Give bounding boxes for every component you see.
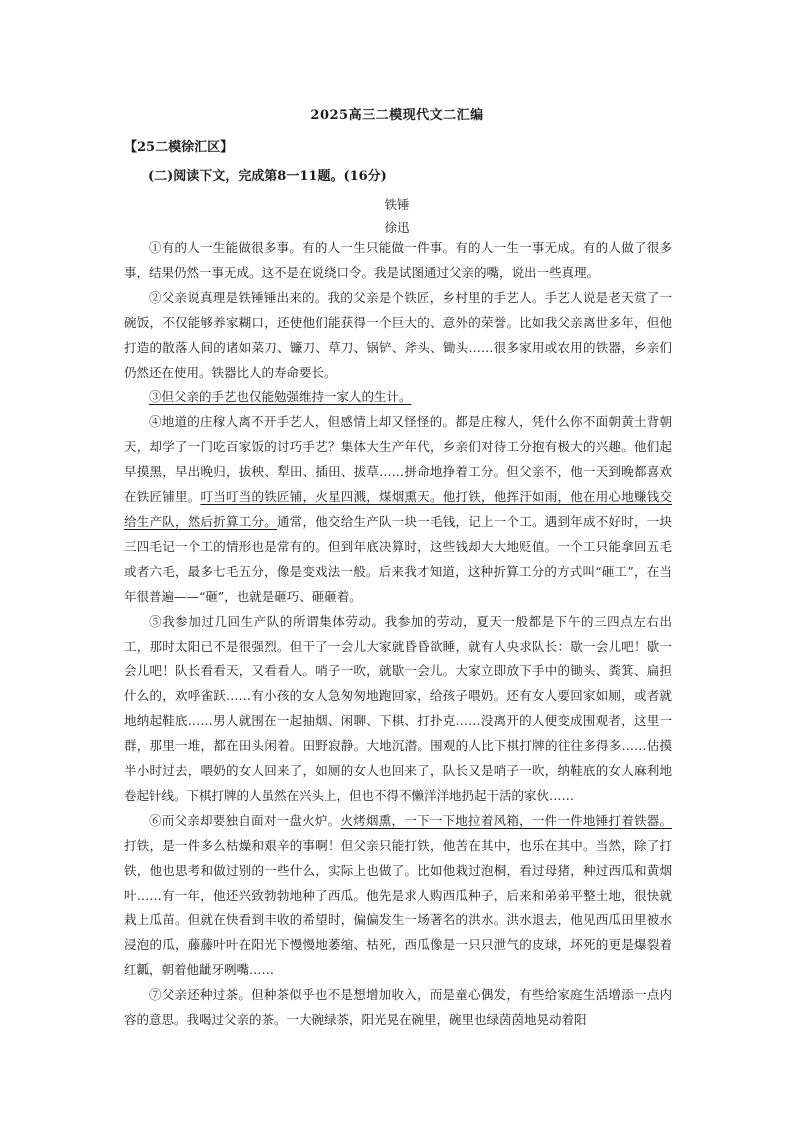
paragraph-text: ⑤我参加过几回生产队的所谓集体劳动。我参加的劳动，夏天一般都是下午的三四点左右出工，那时太阳已不是很强烈。但干了一会儿大家就昏昏欲睡，就有人央求队长：歇一会儿吧！歇一会儿吧！队长看看天，又看看人。哨子一吹，就歇一会儿。大家立即放下手中的锄头、粪箕、扁担什么的，欢呼雀跃……有小孩的女人急匆匆地跑回家，给孩子喂奶。还有女人要回家如厕，或者就地纳起鞋底……男人就围在一起抽烟、闲聊、下棋、打扑克……没离开的人便变成围观者，这里一群，那里一堆，都在田头闲着。田野寂静。大地沉潜。围观的人比下棋打牌的往往多得多……估摸半小时过去，喂奶的女人回来了，如厕的女人也回来了，队长又是哨子一吹，纳鞋底的女人麻利地卷起针线。下棋打牌的人虽然在兴头上，但也不得不懒洋洋地扔起干活的家伙…… [124,613,672,803]
paragraph-text: 打铁，是一件多么枯燥和艰辛的事啊！但父亲只能打铁，他苦在其中，也乐在其中。当然，除了打铁，他也思考和做过别的一些什么，实际上也做了。比如他栽过泡桐，看过母猪，种过西瓜和黄烟叶……有一年，他还兴致勃勃地种了西瓜。他先是求人购西瓜种子，后来和弟弟平整土地，很快就栽上瓜苗。但就在快看到丰收的希望时，偏偏发生一场著名的洪水。洪水退去，他见西瓜田里被水浸泡的瓜，藤藤叶叶在阳光下慢慢地萎缩、枯死，西瓜像是一只只泄气的皮球，坏死的更是爆裂着红瓤，朝着他龇牙咧嘴…… [124,837,672,978]
document-title: 2025高三二模现代文二汇编 [310,108,484,123]
paragraph-text: ②父亲说真理是铁锤锤出来的。我的父亲是个铁匠，乡村里的手艺人。手艺人说是老天赏了一碗饭，不仅能够养家糊口，还使他们能获得一个巨大的、意外的荣誉。比如我父亲离世多年，但他打造的散落人间的诸如菜刀、镰刀、草刀、锅铲、斧头、锄头……很多家用或农用的铁器，乡亲们仍然还在使用。铁器比人的寿命要长。 [124,289,672,380]
paragraph-text: 通常，他交给生产队一块一毛钱，记上一个工。遇到年成不好时，一块三四毛记一个工的情形也是常有的。但到年底决算时，这些钱却大大地贬值。一个工只能拿回五毛或者六毛，最多七毛五分，像是变戏法一般。后来我才知道，这种折算工分的方式叫“砸工”，在当年很普遍——“砸”，也就是砸巧、砸砸着。 [124,513,672,604]
section-heading: 【25二模徐汇区】 [124,140,234,155]
question-instruction: (二)阅读下文，完成第8一11题。(16分) [148,169,387,184]
paragraph-text: ①有的人一生能做很多事。有的人一生只能做一件事。有的人一生一事无成。有的人做了很多事，结果仍然一事无成。这不是在说绕口令。我是试图通过父亲的嘴，说出一些真理。 [124,240,672,280]
paragraph-4 [124,410,672,609]
paragraph-text: ⑥而父亲却要独自面对一盘火炉。 [149,812,341,828]
underlined-sentence: ③但父亲的手艺也仅能勉强维持一家人的生计。 [149,389,412,405]
paragraph-6 [124,809,672,983]
underlined-sentence: 火烤烟熏，一下一下地拉着风箱，一件一件地锤打着铁器。 [340,812,672,828]
paragraph-7 [124,983,672,1033]
paragraph-1 [124,236,672,286]
article-title: 铁锤 [384,197,410,212]
article-author: 徐迅 [384,220,410,235]
paragraph-text: ④地道的庄稼人离不开手艺人，但感情上却又怪怪的。都是庄稼人，凭什么你不面朝黄土背朝天，却学了一门吃百家饭的讨巧手艺？集体大生产年代，乡亲们对待工分抱有极大的兴趣。他们起早摸黑，早出晚归，拔秧、犁田、插田、拔草……拼命地挣着工分。但父亲不，他一天到晚都喜欢在铁匠铺里。 [124,414,672,505]
paragraph-text: ⑦父亲还种过茶。但种茶似乎也不是想增加收入，而是童心偶发，有些给家庭生活增添一点内容的意思。我喝过父亲的茶。一大碗绿茶，阳光晃在碗里，碗里也绿茵茵地晃动着阳 [124,987,672,1028]
paragraph-5 [124,610,672,809]
paragraph-2 [124,286,672,386]
paragraph-3 [124,385,672,410]
article-body [124,236,672,1033]
underlined-sentence: 叮当叮当的铁匠铺，火星四溅，煤烟熏天。他打铁，他挥汗如雨，他在用心地赚钱交给生产队，然后折算工分。 [124,489,672,529]
